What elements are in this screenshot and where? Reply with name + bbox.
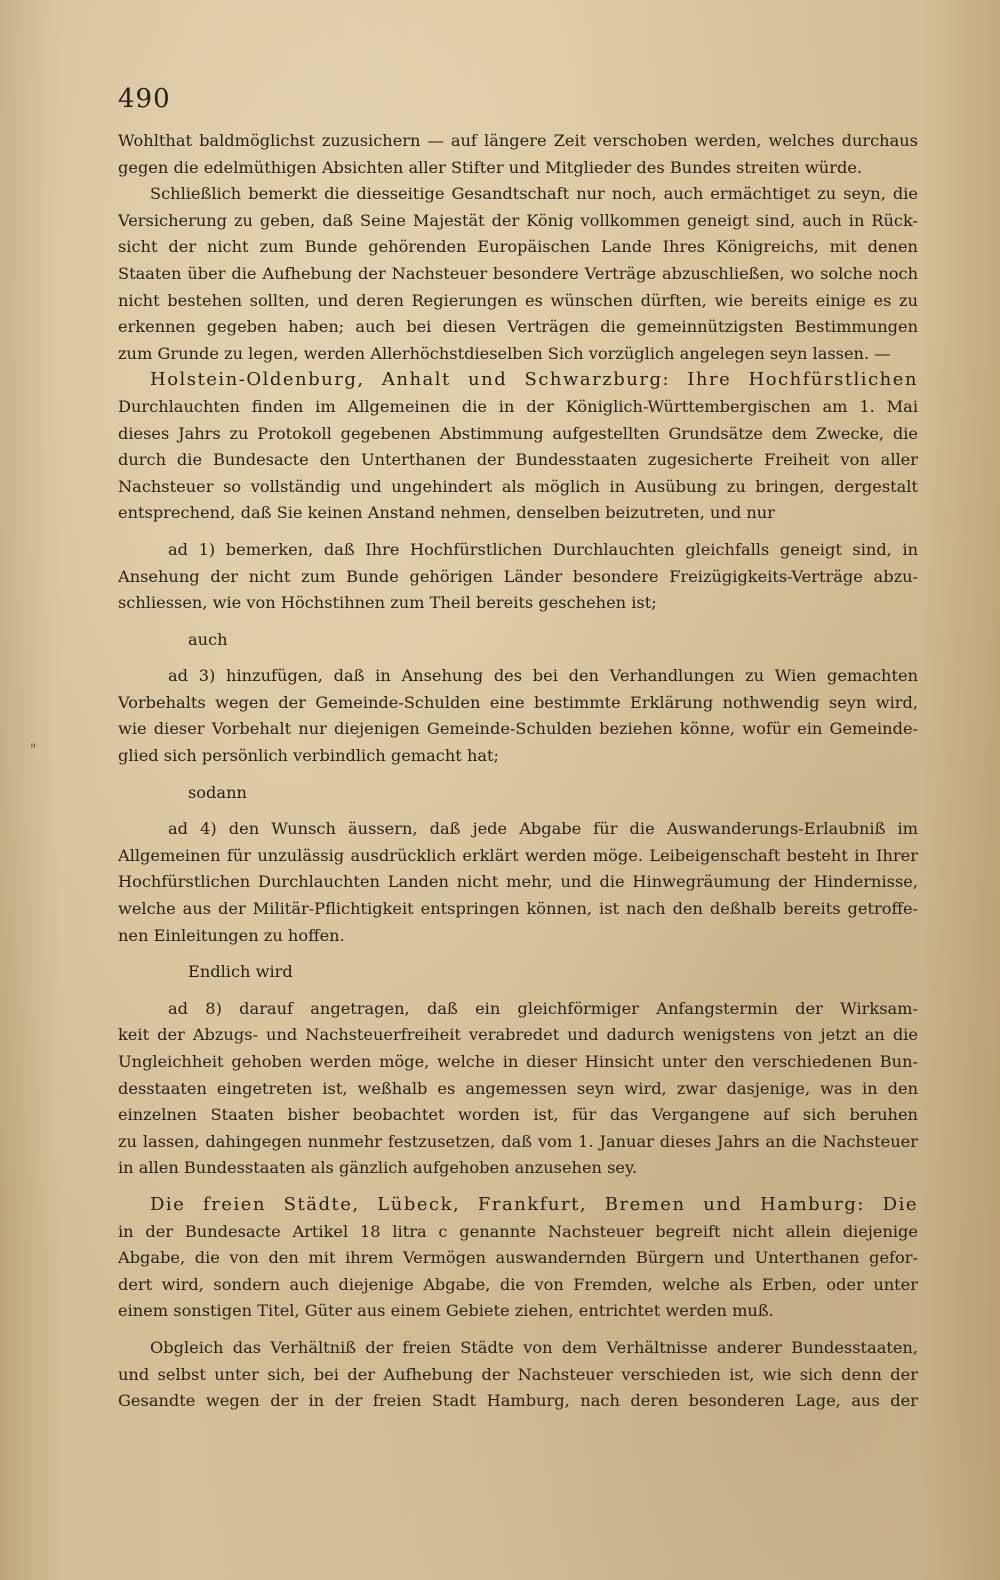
- paragraph-2: [118, 181, 918, 367]
- text-line: Hochfürstlichen Durchlauchten Landen nicht mehr, und die Hinwegräumung der Hindernisse,: [118, 872, 918, 892]
- text-line: Staaten über die Aufhebung der Nachsteuer besondere Verträge abzuschließen, wo solche noch: [118, 263, 918, 283]
- text-line: zu lassen, dahingegen nunmehr festzusetzen, daß vom 1. Januar dieses Jahrs an die Nachsteuer: [118, 1131, 918, 1151]
- paragraph-obgleich: [118, 1335, 918, 1415]
- text-line: dert wird, sondern auch diejenige Abgabe, die von Fremden, welche als Erben, oder unter: [118, 1274, 918, 1294]
- text-line: keit der Abzugs- und Nachsteuerfreiheit verabredet und dadurch wenigstens von jetzt an die: [118, 1025, 918, 1045]
- margin-mark: ": [30, 742, 37, 758]
- connector-endlich: [118, 959, 918, 986]
- text-line: Ungleichheit gehoben werden möge, welche in dieser Hinsicht unter den verschiedenen Bun-: [118, 1052, 918, 1071]
- paragraph-1: [118, 128, 918, 181]
- text-line: in allen Bundesstaaten als gänzlich aufgehoben anzusehen sey.: [118, 1158, 638, 1178]
- paragraph-ad-1: [118, 537, 918, 617]
- paragraph-3: [118, 367, 918, 527]
- text-line: Abgabe, die von den mit ihrem Vermögen auswandernden Bürgern und Unterthanen gefor-: [118, 1248, 918, 1268]
- text-line: Allgemeinen für unzulässig ausdrücklich erklärt werden möge. Leibeigenschaft besteht in Ihrer: [118, 845, 918, 865]
- text-line: wie dieser Vorbehalt nur diejenigen Gemeinde-Schulden beziehen könne, wofür ein Gemeinde-: [118, 719, 918, 739]
- text-line: desstaaten eingetreten ist, weßhalb es angemessen seyn wird, zwar dasjenige, was in den: [118, 1078, 918, 1098]
- text-line: Gesandte wegen der in der freien Stadt Hamburg, nach deren besonderen Lage, aus der: [118, 1391, 918, 1411]
- text-line: ad 8) darauf angetragen, daß ein gleichförmiger Anfangstermin der Wirksam-: [168, 998, 918, 1018]
- paragraph-ad-8: [118, 996, 918, 1182]
- paragraph-ad-3: [118, 663, 918, 769]
- page-number: 490: [118, 84, 171, 114]
- paragraph-freie-staedte: [118, 1192, 918, 1325]
- text-line: glied sich persönlich verbindlich gemacht hat;: [118, 746, 499, 766]
- connector-auch: [118, 627, 918, 654]
- text-line: nicht bestehen sollten, und deren Regierungen es wünschen dürften, wie bereits einige es zu: [118, 290, 918, 310]
- text-line: Nachsteuer so vollständig und ungehindert als möglich in Ausübung zu bringen, dergestalt: [118, 476, 918, 496]
- text-line: Obgleich das Verhältniß der freien Städte von dem Verhältnisse anderer Bundesstaaten,: [150, 1337, 918, 1357]
- text-line: Versicherung zu geben, daß Seine Majestät der König vollkommen geneigt sind, auch in Rück-: [118, 210, 918, 230]
- text-line: schliessen, wie von Höchstihnen zum Theil bereits geschehen ist;: [118, 593, 657, 613]
- text-line: Vorbehalts wegen der Gemeinde-Schulden eine bestimmte Erklärung nothwendig seyn wird,: [118, 692, 918, 712]
- text-line: in der Bundesacte Artikel 18 litra c genannte Nachsteuer begreift nicht allein diejenige: [118, 1221, 918, 1241]
- text-line: zum Grunde zu legen, werden Allerhöchstdieselben Sich vorzüglich angelegen seyn lassen. —: [118, 343, 891, 363]
- text-line: Endlich wird: [188, 962, 293, 982]
- text-line: einem sonstigen Titel, Güter aus einem Gebiete ziehen, entrichtet werden muß.: [118, 1301, 774, 1321]
- text-line: auch: [188, 629, 228, 649]
- text-line: erkennen gegeben haben; auch bei diesen Verträgen die gemeinnützigsten Bestimmungen: [118, 317, 918, 337]
- text-line: ad 1) bemerken, daß Ihre Hochfürstlichen Durchlauchten gleichfalls geneigt sind, in: [168, 539, 918, 559]
- text-line: Durchlauchten finden im Allgemeinen die in der Königlich-Württembergischen am 1. Mai: [118, 396, 918, 416]
- text-line: nen Einleitungen zu hoffen.: [118, 925, 345, 945]
- page-body: [118, 128, 918, 1415]
- text-line: entsprechend, daß Sie keinen Anstand nehmen, denselben beizutreten, und nur: [118, 503, 775, 523]
- text-line: einzelnen Staaten bisher beobachtet worden ist, für das Vergangene auf sich beruhen: [118, 1105, 918, 1125]
- connector-sodann: [118, 780, 918, 807]
- text-line: Ansehung der nicht zum Bunde gehörigen Länder besondere Freizügigkeits-Verträge abzu-: [118, 566, 918, 586]
- paragraph-ad-4: [118, 816, 918, 949]
- text-line: Schließlich bemerkt die diesseitige Gesandtschaft nur noch, auch ermächtiget zu seyn, die: [150, 184, 918, 204]
- text-line: dieses Jahrs zu Protokoll gegebenen Abstimmung aufgestellten Grundsätze dem Zwecke, die: [118, 423, 918, 443]
- text-line: ad 4) den Wunsch äussern, daß jede Abgabe für die Auswanderungs-Erlaubniß im: [168, 819, 918, 839]
- text-line: sicht der nicht zum Bunde gehörenden Europäischen Lande Ihres Königreichs, mit denen: [118, 237, 918, 257]
- text-line: Wohlthat baldmöglichst zuzusichern — auf längere Zeit verschoben werden, welches durchaus: [118, 131, 918, 150]
- text-line: durch die Bundesacte den Unterthanen der Bundesstaaten zugesicherte Freiheit von aller: [118, 450, 918, 470]
- text-line: und selbst unter sich, bei der Aufhebung der Nachsteuer verschieden ist, wie sich denn der: [118, 1364, 918, 1384]
- text-line: Die freien Städte, Lübeck, Frankfurt, Bremen und Hamburg: Die: [150, 1193, 918, 1215]
- text-line: gegen die edelmüthigen Absichten aller Stifter und Mitglieder des Bundes streiten würde.: [118, 157, 863, 177]
- text-line: welche aus der Militär-Pflichtigkeit entspringen können, ist nach den deßhalb bereits getroffe-: [118, 899, 918, 919]
- text-line: ad 3) hinzufügen, daß in Ansehung des bei den Verhandlungen zu Wien gemachten: [168, 666, 918, 686]
- text-line: sodann: [188, 782, 247, 802]
- text-line: Holstein-Oldenburg, Anhalt und Schwarzburg: Ihre Hochfürstlichen: [150, 369, 918, 391]
